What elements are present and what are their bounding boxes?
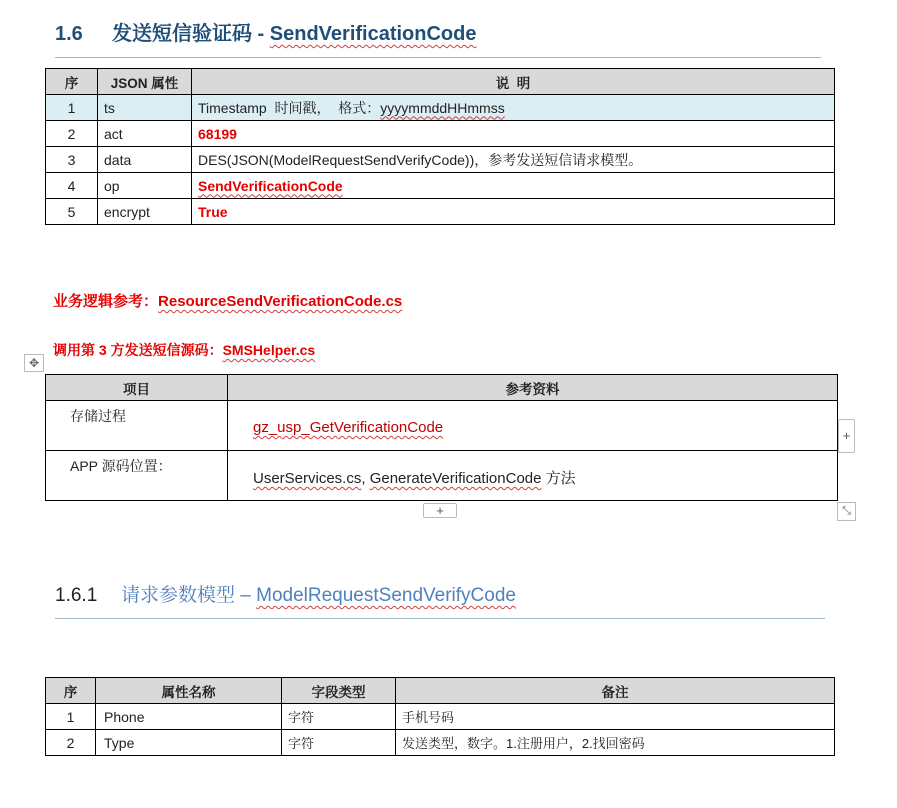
ref-file: UserServices.cs <box>253 470 362 487</box>
row-note: 手机号码 <box>396 704 835 730</box>
col-header-note: 备注 <box>396 678 835 704</box>
ref-stored-procedure: gz_usp_GetVerificationCode <box>253 419 444 436</box>
col-header-reference: 参考资料 <box>228 375 838 401</box>
params-table-header <box>46 69 835 95</box>
section-title-cn: 发送短信验证码 <box>112 23 252 45</box>
row-type: 字符 <box>282 704 396 730</box>
row-key: act <box>98 121 192 147</box>
table-row <box>46 147 835 173</box>
third-party-label: 调用第 3 方发送短信源码： <box>53 342 223 358</box>
ref-value <box>228 451 838 501</box>
row-key: op <box>98 173 192 199</box>
row-desc: True <box>192 199 835 225</box>
row-name: Type <box>96 730 282 756</box>
row-desc: DES(JSON(ModelRequestSendVerifyCode))，参考发送短信请求模型。 <box>192 147 835 173</box>
ref-suffix: 方法 <box>541 470 576 487</box>
add-column-button[interactable]: + <box>838 419 855 453</box>
ref-value <box>228 401 838 451</box>
section-number: 1.6 <box>55 23 83 45</box>
row-name: Phone <box>96 704 282 730</box>
row-no: 3 <box>46 147 98 173</box>
table-row <box>46 95 835 121</box>
subsection-heading <box>55 580 516 607</box>
row-type: 字符 <box>282 730 396 756</box>
col-header-type: 字段类型 <box>282 678 396 704</box>
business-logic-label: 业务逻辑参考： <box>53 293 159 310</box>
row-desc-prefix: Timestamp 时间戳， 格式： <box>198 99 381 116</box>
section-title-en: SendVerificationCode <box>269 23 477 45</box>
subsection-number: 1.6.1 <box>55 585 98 606</box>
resize-icon[interactable]: ⤡ <box>837 502 856 521</box>
row-desc-op: SendVerificationCode <box>198 177 343 194</box>
table-row <box>46 121 835 147</box>
row-no: 5 <box>46 199 98 225</box>
col-header-item: 项目 <box>46 375 228 401</box>
reference-table-header <box>46 375 838 401</box>
business-logic-note <box>53 290 402 311</box>
col-header-name: 属性名称 <box>96 678 282 704</box>
model-table <box>45 677 835 756</box>
heading-rule <box>55 57 821 58</box>
row-note: 发送类型，数字。1.注册用户，2.找回密码 <box>396 730 835 756</box>
table-row <box>46 173 835 199</box>
third-party-note <box>53 340 315 360</box>
col-header-json-key: JSON 属性 <box>98 69 192 95</box>
row-desc <box>192 95 835 121</box>
table-row <box>46 199 835 225</box>
model-table-header <box>46 678 835 704</box>
row-no: 4 <box>46 173 98 199</box>
table-row <box>46 704 835 730</box>
row-no: 2 <box>46 121 98 147</box>
row-no: 2 <box>46 730 96 756</box>
ref-method: GenerateVerificationCode <box>369 470 542 487</box>
subsection-title-sep: – <box>235 585 257 606</box>
add-row-button[interactable]: + <box>423 503 457 518</box>
ref-item: APP 源码位置： <box>46 451 228 501</box>
row-no: 1 <box>46 95 98 121</box>
table-row <box>46 451 838 501</box>
row-desc: 68199 <box>192 121 835 147</box>
row-key: data <box>98 147 192 173</box>
reference-table <box>45 374 838 501</box>
ref-item: 存储过程 <box>46 401 228 451</box>
subsection-title-en: ModelRequestSendVerifyCode <box>256 585 516 606</box>
row-key: ts <box>98 95 192 121</box>
row-key: encrypt <box>98 199 192 225</box>
ref-sep: , <box>361 470 370 487</box>
table-row <box>46 730 835 756</box>
section-title-sep: - <box>252 23 270 45</box>
move-icon[interactable]: ✥ <box>24 354 44 372</box>
subsection-title-cn: 请求参数模型 <box>121 585 236 606</box>
section-heading <box>55 17 477 46</box>
col-header-no: 序 <box>46 678 96 704</box>
col-header-no: 序 <box>46 69 98 95</box>
table-row <box>46 401 838 451</box>
subheading-rule <box>55 618 825 619</box>
row-desc <box>192 173 835 199</box>
business-logic-file: ResourceSendVerificationCode.cs <box>158 293 403 310</box>
col-header-description: 说 明 <box>192 69 835 95</box>
params-table <box>45 68 835 225</box>
third-party-file: SMSHelper.cs <box>222 342 316 358</box>
row-desc-format: yyyymmddHHmmss <box>380 99 505 116</box>
row-no: 1 <box>46 704 96 730</box>
